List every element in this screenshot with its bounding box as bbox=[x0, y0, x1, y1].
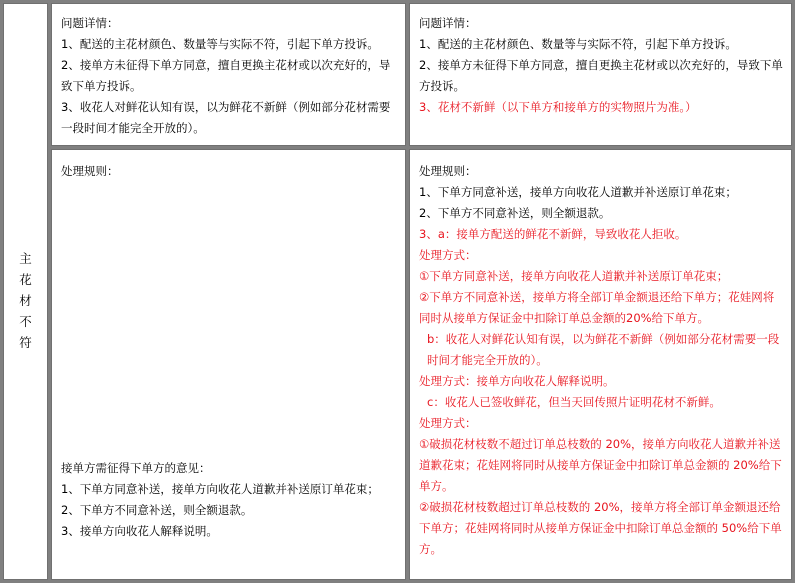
handling-rules-left bbox=[51, 149, 406, 580]
rules-title: 处理规则： bbox=[419, 164, 477, 178]
handling-rules-right bbox=[409, 149, 792, 580]
rules-item-3: 3、接单方向收花人解释说明。 bbox=[61, 524, 218, 538]
problem-item-3: 3、收花人对鲜花认知有误，以为鲜花不新鲜（例如部分花材需要一段时间才能完全开放的）。 bbox=[61, 100, 391, 135]
problem-item-1: 1、配送的主花材颜色、数量等与实际不符，引起下单方投诉。 bbox=[419, 37, 737, 51]
option-2: ②下单方不同意补送，接单方将全部订单金额退还给下单方；花娃网将同时从接单方保证金中扣除订单总金额的20%给下单方。 bbox=[419, 290, 775, 325]
problem-details-left bbox=[51, 3, 406, 146]
option-c-1: ①破损花材枝数不超过订单总枝数的 20%，接单方向收花人道歉并补送道歉花束；花娃网将同时从接单方保证金中扣除订单总金额的 20%给下单方。 bbox=[419, 437, 782, 493]
rules-item-3c: c：收花人已签收鲜花，但当天回传照片证明花材不新鲜。 bbox=[427, 395, 721, 409]
problem-item-3: 3、花材不新鲜（以下单方和接单方的实物照片为准。） bbox=[419, 100, 697, 114]
category-label: 主 花 材 不 符 bbox=[19, 251, 32, 350]
rules-item-1: 1、下单方同意补送，接单方向收花人道歉并补送原订单花束； bbox=[419, 185, 737, 199]
problem-details-right bbox=[409, 3, 792, 146]
rules-item-3b: b：收花人对鲜花认知有误，以为鲜花不新鲜（例如部分花材需要一段时间才能完全开放的）。 bbox=[427, 332, 780, 367]
option-1: ①下单方同意补送，接单方向收花人道歉并补送原订单花束； bbox=[419, 269, 729, 283]
problem-title: 问题详情： bbox=[419, 16, 477, 30]
problem-title: 问题详情： bbox=[61, 16, 119, 30]
handling-method-label-c: 处理方式： bbox=[419, 416, 477, 430]
rules-item-2: 2、下单方不同意补送，则全额退款。 bbox=[419, 206, 611, 220]
problem-item-2: 2、接单方未征得下单方同意，擅自更换主花材或以次充好的，导致下单方投诉。 bbox=[419, 58, 783, 93]
rules-title: 处理规则： bbox=[61, 164, 119, 178]
rules-item-1: 1、下单方同意补送，接单方向收花人道歉并补送原订单花束； bbox=[61, 482, 379, 496]
problem-item-1: 1、配送的主花材颜色、数量等与实际不符，引起下单方投诉。 bbox=[61, 37, 379, 51]
option-c-2: ②破损花材枝数超过订单总枝数的 20%，接单方将全部订单金额退还给下单方；花娃网将同时从接单方保证金中扣除订单总金额的 50%给下单方。 bbox=[419, 500, 782, 556]
handling-method-b: 处理方式：接单方向收花人解释说明。 bbox=[419, 374, 615, 388]
rules-item-3a: 3、a：接单方配送的鲜花不新鲜，导致收花人拒收。 bbox=[419, 227, 687, 241]
rules-item-2: 2、下单方不同意补送，则全额退款。 bbox=[61, 503, 253, 517]
handling-method-label: 处理方式： bbox=[419, 248, 477, 262]
problem-item-2: 2、接单方未征得下单方同意，擅自更换主花材或以次充好的，导致下单方投诉。 bbox=[61, 58, 391, 93]
rules-intro: 接单方需征得下单方的意见： bbox=[61, 461, 211, 475]
category-cell bbox=[3, 3, 48, 580]
